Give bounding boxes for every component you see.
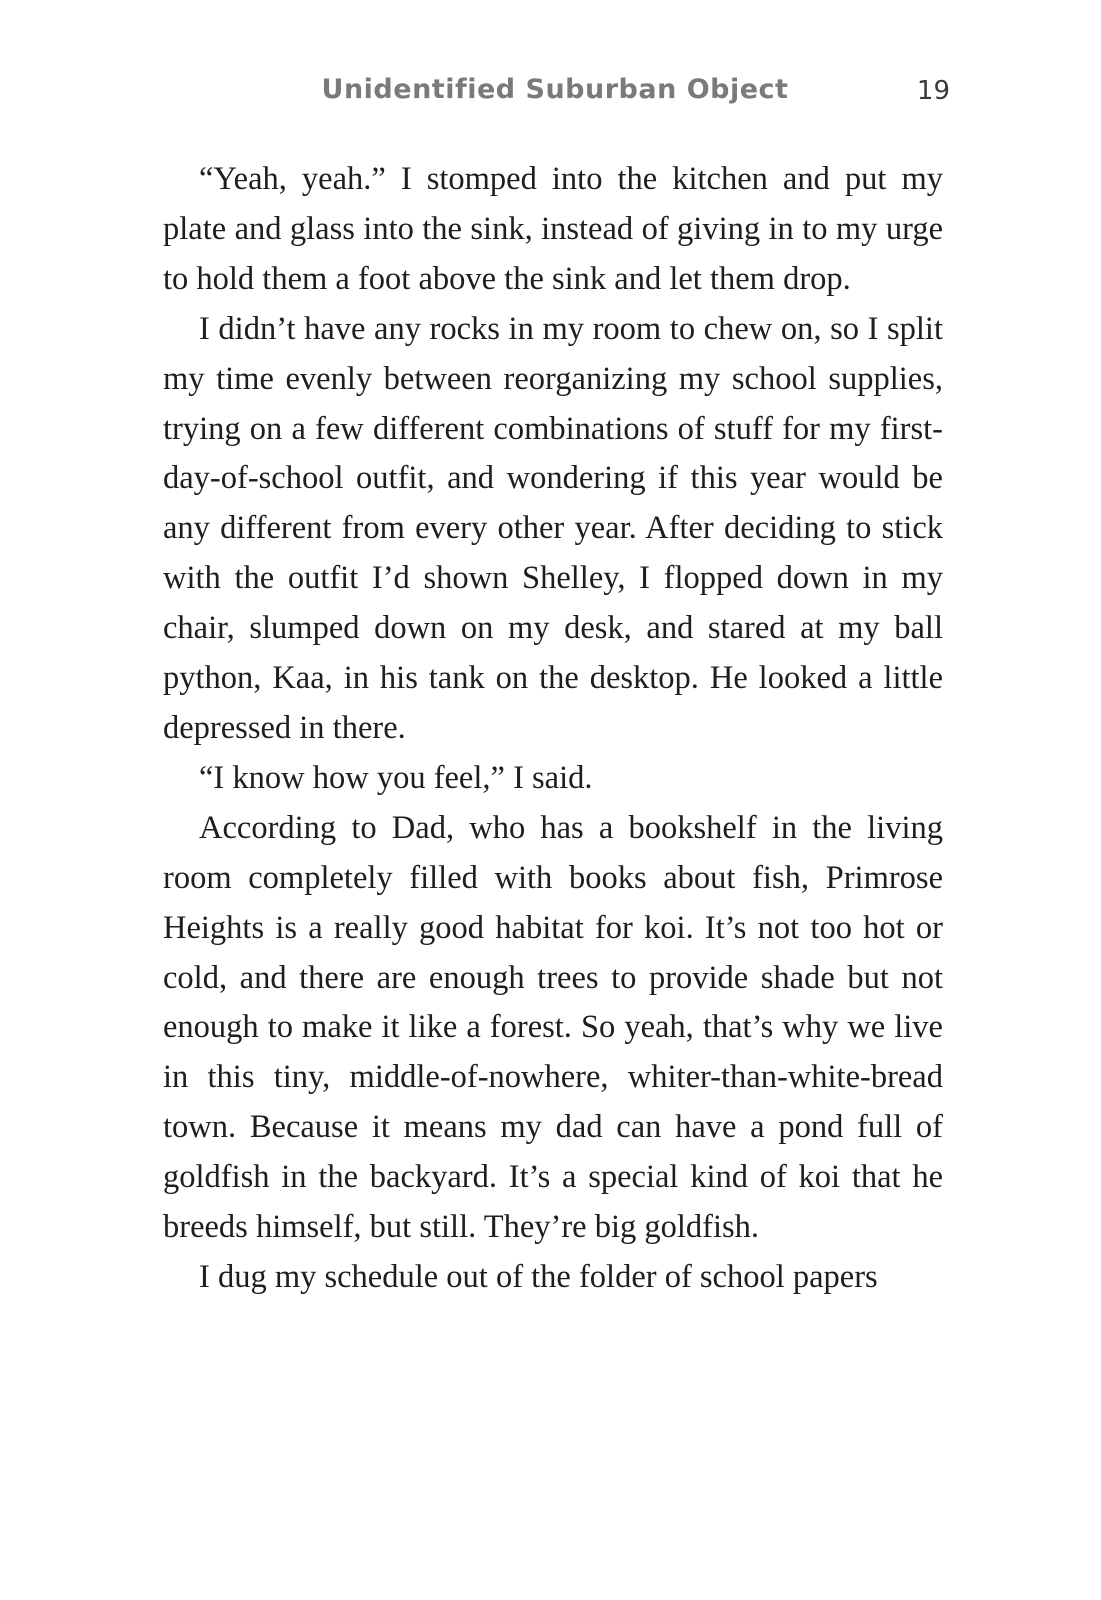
paragraph: I didn’t have any rocks in my room to chew on, so I split my time evenly between reorganizing my school supplies, trying on a few different combinations of stuff for my first-day-of-school outfit, and wondering if this year would be any different from every other year. After deciding to stick with the outfit I’d shown Shelley, I flopped down in my chair, slumped down on my desk, and stared at my ball python, Kaa, in his tank on the desktop. He looked a little depressed in there.	[163, 310, 943, 746]
running-head	[160, 74, 950, 114]
paragraph: I dug my schedule out of the folder of school papers	[199, 1258, 878, 1295]
paragraph: “I know how you feel,” I said.	[199, 759, 593, 796]
running-title: Unidentified Suburban Object	[321, 74, 789, 105]
paragraph: According to Dad, who has a bookshelf in the living room completely filled with books about fish, Primrose Heights is a really good habitat for koi. It’s not too hot or cold, and there are enough trees to provide shade but not enough to make it like a forest. So yeah, that’s why we live in this tiny, middle-of-nowhere, whiter-than-white-bread town. Because it means my dad can have a pond full of goldfish in the backyard. It’s a special kind of koi that he breeds himself, but still. They’re big goldfish.	[163, 809, 943, 1246]
page-number: 19	[916, 76, 950, 106]
paragraph: “Yeah, yeah.” I stomped into the kitchen and put my plate and glass into the sink, instead of giving in to my urge to hold them a foot above the sink and let them drop.	[163, 161, 943, 297]
body-text	[163, 155, 943, 1303]
